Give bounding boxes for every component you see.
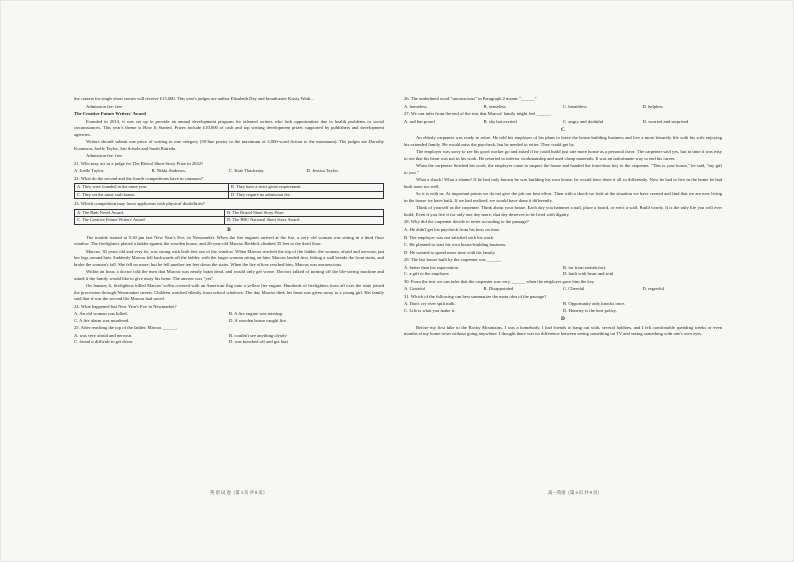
question-27-options bbox=[404, 119, 722, 125]
page-footer-left: 英 语 试 卷（第 3 页 共 8 页） bbox=[210, 490, 268, 495]
option: B. Opportunity only knocks once. bbox=[563, 301, 626, 307]
option: D. helpless bbox=[642, 103, 663, 109]
question-24-stem: 24. What happened last New Year's Eve in Newmarket? bbox=[74, 303, 177, 309]
passage-c-paragraph: When the carpenter finished his work, the employer came to inspect the house and handed the front-door key to the carpenter. "This is your house," he said, "my gift to you." bbox=[404, 163, 722, 175]
option: B. The employer was not satisfied with his work. bbox=[404, 234, 495, 240]
section-d-heading: D bbox=[561, 316, 565, 323]
option: A. They were founded in the same year. bbox=[75, 184, 229, 191]
question-27-stem: 27. We can infer from the end of the text that Marcus' family might feel ______. bbox=[404, 111, 552, 116]
question-30-options bbox=[404, 286, 722, 292]
page-footer-right: 高一英语（第 4 页 共 8 页） bbox=[548, 490, 602, 495]
option: D. He wanted to spend more time with his family. bbox=[404, 249, 496, 255]
option: C. breathless bbox=[563, 103, 587, 109]
passage-d-paragraph: Before my first hike to the Rocky Mountains, I was a homebody. I had friends to hang out with, several hobbies, and I felt comfortable spending weeks or even months at my home town without going anywhere. I thought there was no difference between seeing something on TV and seeing something with one's own eyes. bbox=[404, 324, 722, 336]
question-29-stem: 29. The last house built by the carpenter was ______. bbox=[404, 257, 503, 263]
option: C. The Creative Future Writers' Award. bbox=[75, 217, 225, 224]
question-26-options bbox=[404, 104, 722, 110]
option: D. built with heart and soul bbox=[563, 271, 614, 277]
option: A. better than his expectation bbox=[404, 264, 458, 270]
option: C. A fire alarm was murdered. bbox=[74, 317, 130, 323]
option: D. They require no admission fee. bbox=[228, 191, 383, 198]
question-23-options-table bbox=[74, 209, 384, 225]
option: C. angry and doubtful bbox=[563, 118, 604, 124]
question-24-options bbox=[74, 311, 384, 324]
section-c-heading: C bbox=[561, 127, 565, 133]
question-22-stem: 22. What do the second and the fourth competitions have in common? bbox=[74, 175, 203, 181]
question-28-stem: 28. Why did the carpenter decide to retire according to the passage? bbox=[404, 219, 529, 225]
option: A. An old woman was killed. bbox=[74, 311, 128, 317]
option: C. Cheerful bbox=[563, 286, 585, 292]
passage-c-paragraph: So it is with us. At important points we do not give the job our best effort. Then with a shock we look at the situation we have created and find that we are now living in the house we have built. If we had realized, we would have done it differently. bbox=[404, 191, 722, 203]
question-31-options bbox=[404, 301, 722, 314]
option: A. He didn't get his paycheck from his boss on time. bbox=[404, 227, 501, 232]
passage-b-paragraph: Within an hour, a doctor told the men that Marcus was nearly brain dead, and would only get worse. Doctors talked of turning off the life-saving machine and asked if the family would like to give away his heart. The answer was "yes". bbox=[74, 269, 384, 281]
option: B. couldn't see anything clearly bbox=[229, 332, 287, 338]
passage-c-paragraph: Think of yourself as the carpenter. Think about your house. Each day you hammer a nail, place a board, or erect a wall. Build wisely. It is the only life you will ever build. Even if you live it for only one day more, that day deserves to be lived with dignity. bbox=[404, 205, 722, 217]
option: B. far from satisfactory bbox=[563, 264, 606, 270]
option: D. worried and surprised bbox=[642, 118, 689, 124]
question-31-stem: 31. Which of the following can best summarize the main idea of the passage? bbox=[404, 293, 547, 299]
option: A. was very afraid and nervous bbox=[74, 332, 132, 338]
question-25-options bbox=[74, 333, 384, 346]
option: B. Disappointed bbox=[483, 286, 514, 292]
question-21-options bbox=[74, 168, 384, 174]
option: C. a gift to the employer bbox=[404, 271, 449, 277]
option: A. homeless bbox=[404, 103, 427, 109]
question-23-stem: 23. Which competition may favor applicants with physical disabilities? bbox=[74, 201, 205, 207]
option: A. Joelle Taylor. bbox=[74, 168, 105, 174]
option: A. sad but proud bbox=[404, 118, 435, 124]
passage-b-paragraph: On January 6, firefighters killed Marcus' coffin covered with an American flag onto a yellow fire engine. Hundreds of firefighters from all over the state joined the procession through Newmarket streets. Children watched silently from school windows. The day Marcus died, his heart was given away to a young girl. His family said that it was the second life Marcus had saved. bbox=[74, 283, 384, 302]
right-column bbox=[404, 96, 722, 339]
passage-c-paragraph: What a shock! What a shame! If he had only known he was building his own house, he would have done it all so differently. Now he had to live in the home he had built none too well. bbox=[404, 177, 722, 189]
option: C. Kate Thackeray. bbox=[229, 168, 265, 174]
award-heading: The Creative Future Writers' Award bbox=[74, 111, 146, 117]
option: B. A fire engine was missing. bbox=[229, 311, 283, 317]
option: D. was knocked off and got hurt bbox=[229, 339, 289, 345]
option: B. Nikki Andrews. bbox=[151, 168, 186, 174]
passage-c-paragraph: The employer was sorry to see his good worker go and asked if he could build just one more house as a personal favor. The carpenter said yes, but in time it was easy to see that his heart was not in his work. He resorted to inferior workmanship and used cheap materials. It was an unfortunate way to end his career. bbox=[404, 149, 722, 161]
passage-b-paragraph: The trouble started at 9:30 pm last New Year's Eve, in Newmarket. When the fire engines arrived at the fire, a very old woman was sitting in a third floor window. The firefighters placed a ladder against the wooden house, and 26-year-old Marcus Reddick climbed 35 feet to the third floor. bbox=[74, 235, 384, 247]
option: A. Don't cry over spilt milk. bbox=[404, 301, 456, 307]
option: A. The Bath Novel Award. bbox=[75, 209, 225, 216]
question-21-stem: 21. Who may act as a judge for The Bristol Short Story Prize in 2022? bbox=[74, 160, 204, 166]
option: B. shy but excited bbox=[483, 118, 517, 124]
contest-intro-line: the contest for single short stories will receive £15,000. This year's judges are author Elizabeth Day and broadcaster Kirsty Wark... bbox=[74, 96, 314, 101]
option: D. The BBC National Short Story Award. bbox=[225, 217, 384, 224]
left-column bbox=[74, 96, 384, 347]
admission-fee-2: Admission fee: free bbox=[86, 153, 123, 159]
option: D. Honesty is the best policy. bbox=[563, 307, 617, 313]
section-b-heading: B bbox=[227, 226, 231, 233]
option: B. The Bristol Short Story Prize. bbox=[225, 209, 384, 216]
question-22-options-table bbox=[74, 183, 384, 199]
award-description: Founded in 2014, it was set up to provide an annual development program for talented writers who lack opportunities due to health problems or social circumstances. This year's theme is How It Started. Prizes include £10,000 of cash and top writing development prizes supported by publishers and development agencies. bbox=[74, 118, 384, 137]
option: C. found it difficult to get down bbox=[74, 339, 133, 345]
option: D. A wooden house caught fire. bbox=[229, 317, 288, 323]
passage-c-paragraph: An elderly carpenter was ready to retire. He told his employer of his plans to leave the house-building business and live a more leisurely life with his wife enjoying his extended family. He would miss the paycheck, but he needed to retire. They could get by. bbox=[404, 135, 722, 147]
award-rules: Writers should submit one piece of writing in one category (50-line poetry to the maximum or 2,000-word fiction to the maximum). The judges are Dorothy Koomson, Joelle Taylor, Ani Scholz and Sarah Ratreda. bbox=[74, 139, 384, 151]
passage-b-paragraph: Marcus, 30 years old and very fit, was strong with both feet out of the window. When Marcus reached the top of the ladder, the woman, afraid and nervous, put her legs around him. Suddenly Marcus fell backwards off the ladder, with the larger woman sitting on him. Marcus landed first, hitting a wall beside the front stairs, and broke the woman's fall. She fell no more, but he fell another ten feet down the stairs. When the fire officer reached him, Marcus was unconscious. bbox=[74, 249, 384, 267]
question-30-stem: 30. From the text we can infer that the carpenter was very ______ when the employer gave him the key. bbox=[404, 278, 595, 284]
option: B. They have a strict genre requirement. bbox=[228, 184, 383, 191]
option: D. regretful bbox=[642, 286, 664, 292]
option: D. Jessica Taylor. bbox=[306, 168, 339, 174]
question-29-options bbox=[404, 265, 722, 278]
option: B. senseless bbox=[483, 103, 506, 109]
option: C. They set the same cash bonus. bbox=[75, 191, 229, 198]
option: C. Life is what you make it. bbox=[404, 307, 456, 313]
question-25-stem: 25. After reaching the top of the ladder, Marcus ______. bbox=[74, 325, 178, 331]
option: C. He planned to start his own house-building business. bbox=[404, 242, 507, 248]
option: A. Grateful bbox=[404, 286, 425, 292]
question-26-stem: 26. The underlined word "unconscious" in Paragraph 2 means "______". bbox=[404, 96, 538, 101]
admission-fee-1: Admission fee: free bbox=[86, 103, 123, 109]
